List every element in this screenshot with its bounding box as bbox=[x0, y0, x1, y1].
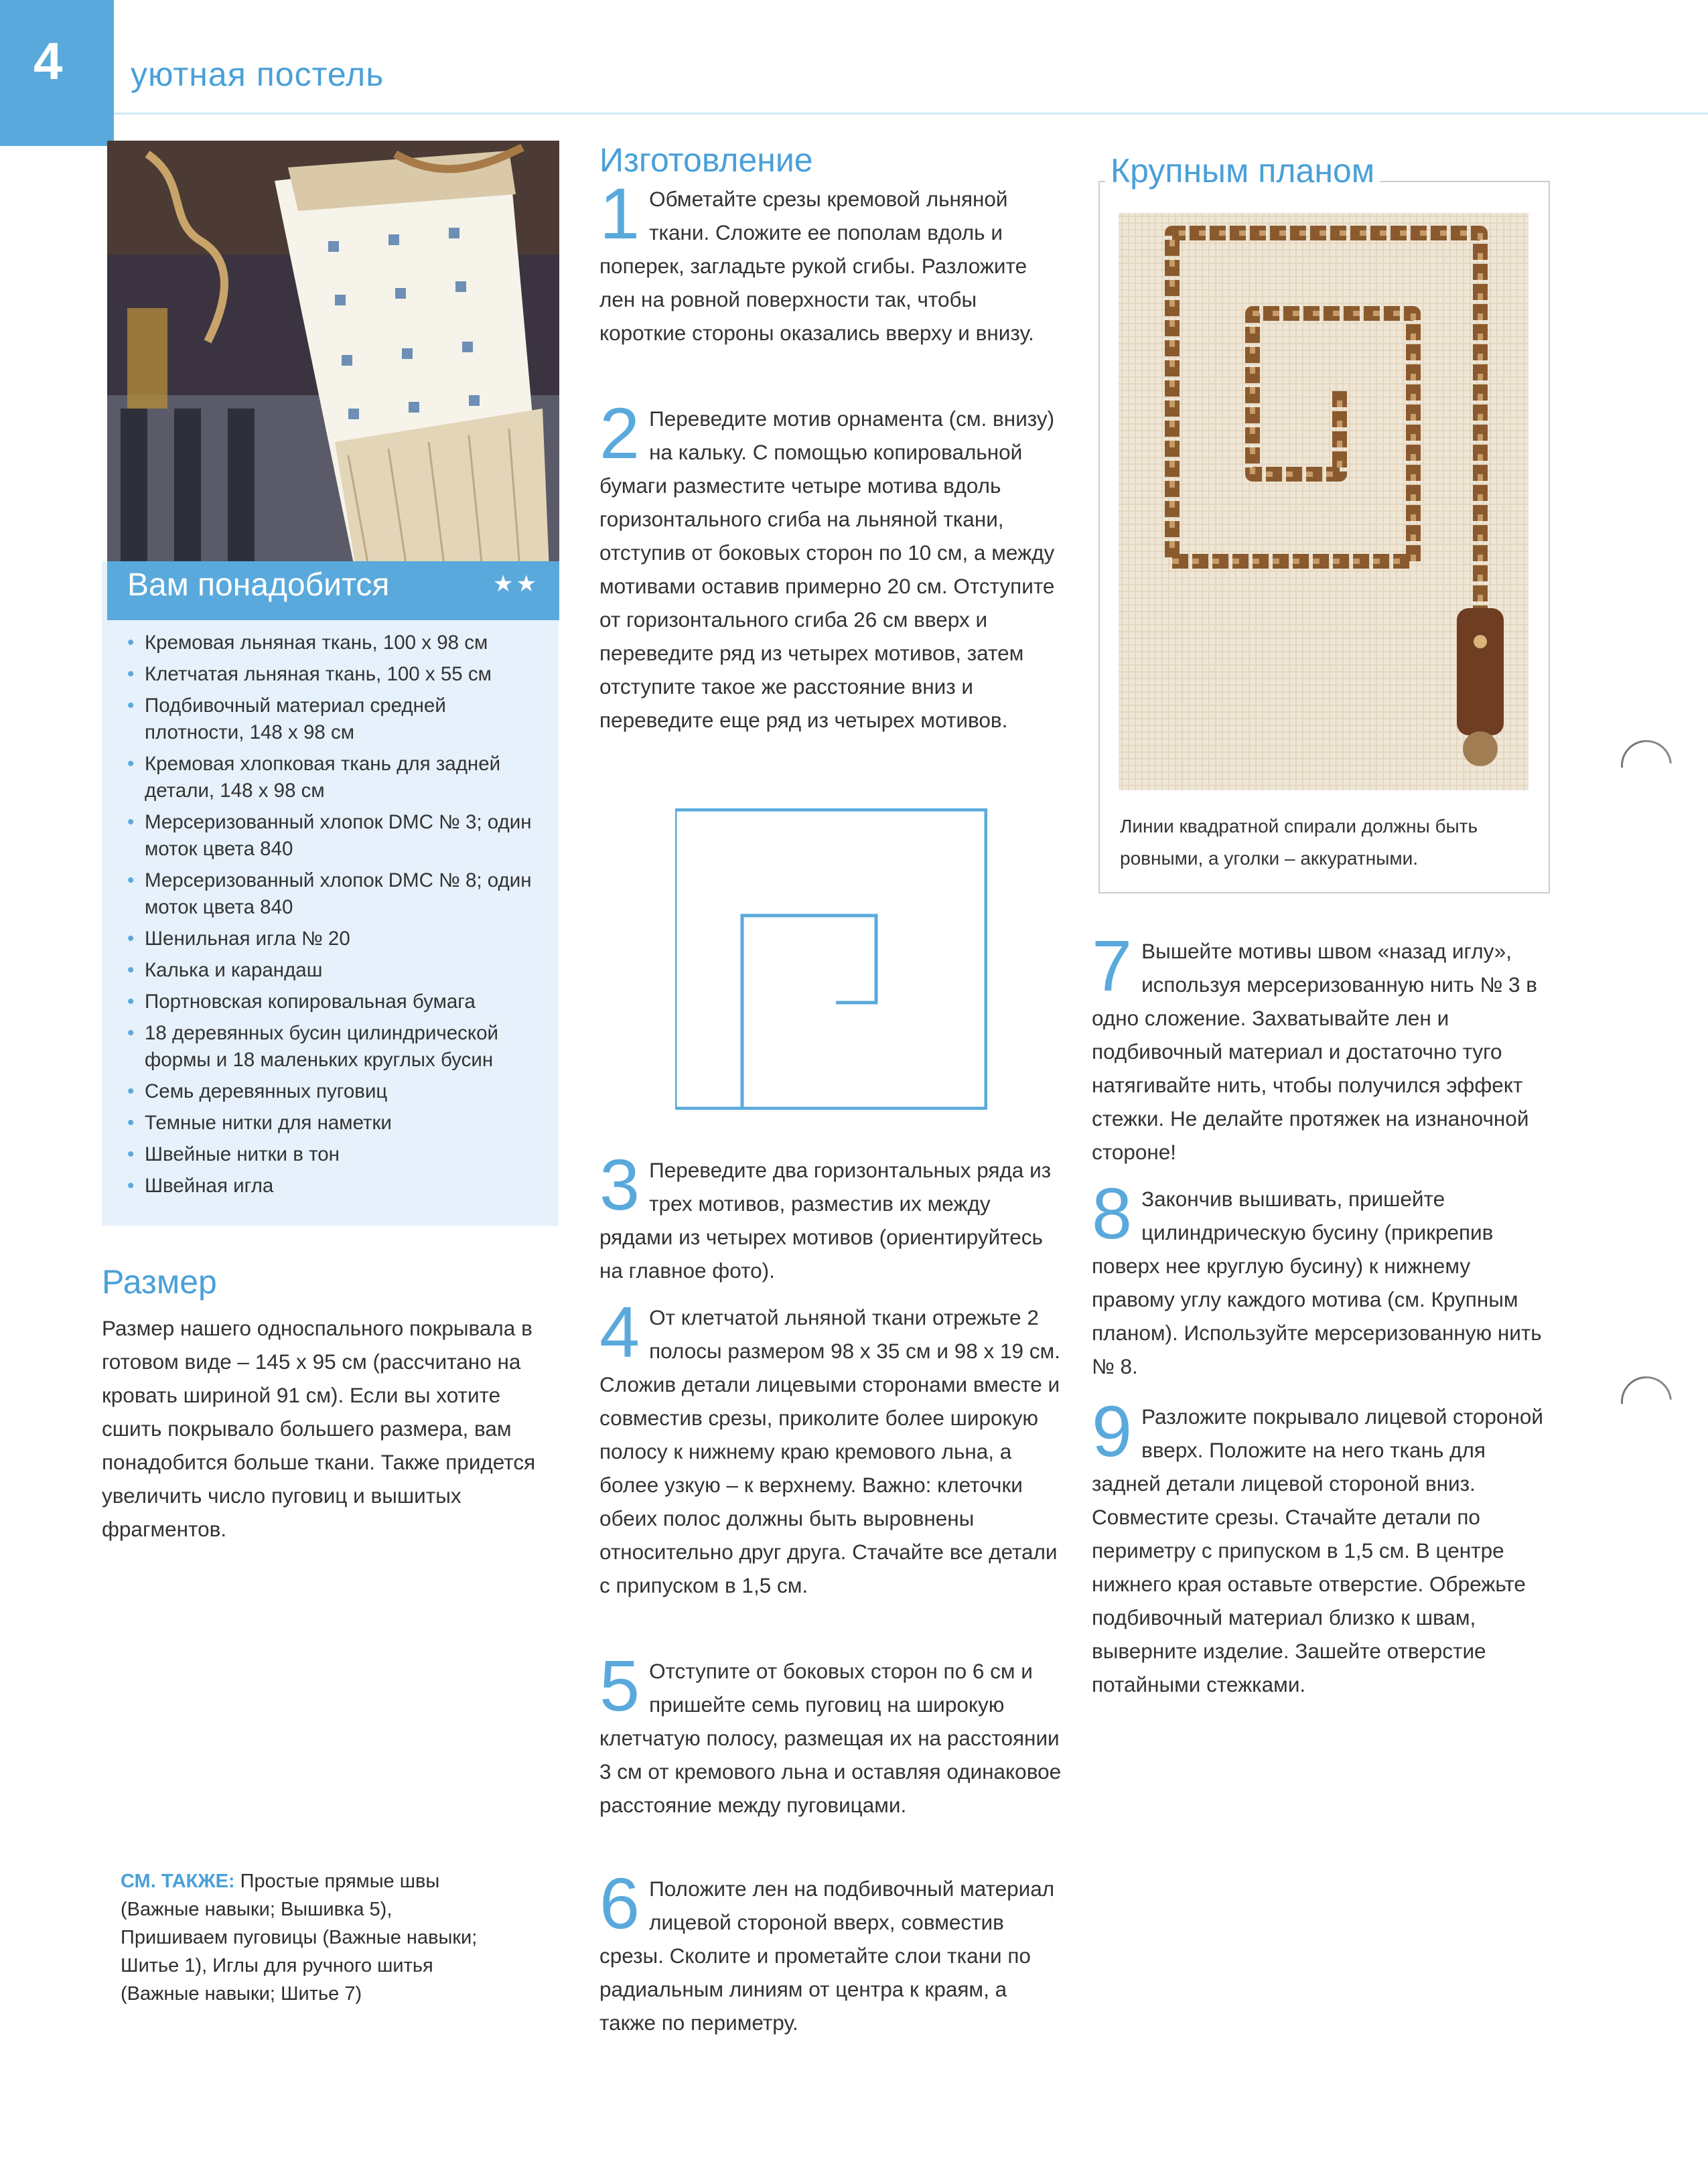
list-item: • Кремовая льняная ткань, 100 х 98 см bbox=[127, 630, 549, 656]
list-item: • Мерсеризованный хлопок DMC № 3; один моток цвета 840 bbox=[127, 809, 549, 863]
see-also-text: Простые прямые швы (Важные навыки; Вышивка 5), Пришиваем пуговицы (Важные навыки; Шитье 1), Иглы для ручного шитья (Важные навыки; Шитье 7) bbox=[121, 1871, 478, 2005]
step-number: 4 bbox=[599, 1291, 640, 1372]
step-number: 8 bbox=[1092, 1173, 1133, 1254]
step-8 bbox=[1092, 1173, 1554, 1383]
step-number: 9 bbox=[1092, 1390, 1133, 1471]
size-text: Размер нашего односпального покрывала в готовом виде – 145 х 95 см (рассчитано на кровать шириной 91 см). Если вы хотите сшить покрывало большего размера, вам понадобится больше ткани. Также придется увеличить число пуговиц и вышитых фрагментов. bbox=[102, 1316, 536, 1541]
step-7 bbox=[1092, 925, 1554, 1169]
step-text: Отступите от боковых сторон по 6 см и пришейте семь пуговиц на широкую клетчатую полосу, размещая их на расстоянии 3 см от кремового льна и оставляя одинаковое расстояние между пуговицами. bbox=[599, 1659, 1062, 1817]
step-9 bbox=[1092, 1390, 1554, 1701]
closeup-photo bbox=[1119, 213, 1528, 790]
list-item: • Шенильная игла № 20 bbox=[127, 926, 549, 952]
making-heading: Изготовление bbox=[599, 141, 813, 179]
list-item: • Мерсеризованный хлопок DMC № 8; один моток цвета 840 bbox=[127, 867, 549, 921]
list-item: • Портновская копировальная бумага bbox=[127, 989, 549, 1015]
step-number: 2 bbox=[599, 392, 640, 474]
step-4 bbox=[599, 1291, 1062, 1602]
list-item: • Клетчатая льняная ткань, 100 х 55 см bbox=[127, 661, 549, 688]
step-number: 3 bbox=[599, 1144, 640, 1225]
step-3 bbox=[599, 1144, 1062, 1287]
step-text: Закончив вышивать, пришейте цилиндрическую бусину (прикрепив поверх нее круглую бусину) к нижнему правому углу каждого мотива (см. Крупным планом). Используйте мерсеризованную нить № 8. bbox=[1092, 1187, 1542, 1378]
step-5 bbox=[599, 1645, 1062, 1822]
materials-list bbox=[127, 630, 549, 1204]
step-text: Переведите два горизонтальных ряда из трех мотивов, разместив их между рядами из четырех мотивов (ориентируйтесь на главное фото). bbox=[599, 1158, 1052, 1283]
difficulty-stars: ★★ bbox=[493, 571, 539, 597]
binder-hole bbox=[1610, 1366, 1682, 1437]
size-heading: Размер bbox=[102, 1263, 217, 1301]
list-item: • 18 деревянных бусин цилиндрической формы и 18 маленьких круглых бусин bbox=[127, 1020, 549, 1074]
step-text: Разложите покрывало лицевой стороной вверх. Положите на него ткань для задней детали лицевой стороной вниз. Совместите срезы. Стачайте детали по периметру с припуском в 1,5 см. В центре нижнего края оставьте отверстие. Обрежьте подбивочный материал близко к швам, выверните изделие. Зашейте отверстие потайными стежками. bbox=[1092, 1404, 1543, 1696]
list-item: • Калька и карандаш bbox=[127, 957, 549, 984]
section-title: уютная постель bbox=[131, 56, 384, 93]
page-number: 4 bbox=[33, 31, 63, 90]
step-number: 7 bbox=[1092, 925, 1133, 1006]
list-item: • Швейные нитки в тон bbox=[127, 1141, 549, 1168]
step-number: 1 bbox=[599, 173, 640, 254]
closeup-heading: Крупным планом bbox=[1105, 151, 1380, 190]
step-number: 5 bbox=[599, 1645, 640, 1726]
step-text: Положите лен на подбивочный материал лицевой стороной вверх, совместив срезы. Сколите и прометайте слои ткани по радиальным линиям от центра к краям, а также по периметру. bbox=[599, 1877, 1055, 2035]
binder-hole bbox=[1610, 729, 1682, 801]
main-photo bbox=[107, 141, 559, 603]
step-text: Обметайте срезы кремовой льняной ткани. Сложите ее пополам вдоль и поперек, загладьте рукой сгибы. Разложите лен на ровной поверхности так, чтобы короткие стороны оказались вверху и внизу. bbox=[599, 187, 1034, 345]
closeup-caption: Линии квадратной спирали должны быть ровными, а уголки – аккуратными. bbox=[1120, 816, 1478, 869]
list-item: • Темные нитки для наметки bbox=[127, 1110, 549, 1137]
materials-title: Вам понадобится bbox=[127, 567, 390, 603]
list-item: • Семь деревянных пуговиц bbox=[127, 1078, 549, 1105]
step-text: Переведите мотив орнамента (см. внизу) на кальку. С помощью копировальной бумаги разместите четыре мотива вдоль горизонтального сгиба на льняной ткани, отступив от боковых сторон по 10 см, а между мотивами оставив примерно 20 см. Отступите от горизонтального сгиба 26 см вверх и переведите ряд из четырех мотивов, затем отступите такое же расстояние вниз и переведите еще ряд из четырех мотивов. bbox=[599, 407, 1055, 732]
list-item: • Швейная игла bbox=[127, 1173, 549, 1200]
step-6 bbox=[599, 1863, 1062, 2039]
see-also bbox=[121, 1867, 496, 2008]
ornament-motif-diagram bbox=[675, 808, 987, 1110]
step-text: Вышейте мотивы швом «назад иглу», используя мерсеризованную нить № 3 в одно сложение. Захватывайте лен и подбивочный материал и достаточно туго натягивайте нить, чтобы получился эффект стежки. Не делайте протяжек на изнаночной стороне! bbox=[1092, 939, 1538, 1164]
see-also-label: СМ. ТАКЖЕ: bbox=[121, 1871, 235, 1892]
step-2 bbox=[599, 392, 1062, 737]
list-item: • Кремовая хлопковая ткань для задней детали, 148 х 98 см bbox=[127, 751, 549, 804]
list-item: • Подбивочный материал средней плотности, 148 х 98 см bbox=[127, 693, 549, 746]
step-number: 6 bbox=[599, 1863, 640, 1944]
header-divider bbox=[114, 113, 1708, 115]
step-1 bbox=[599, 173, 1062, 350]
step-text: От клетчатой льняной ткани отрежьте 2 полосы размером 98 х 35 см и 98 х 19 см. Сложив детали лицевыми сторонами вместе и совместив срезы, приколите более широкую полосу к нижнему краю кремового льна, а более узкую – к верхнему. Важно: клеточки обеих полос должны быть выровнены относительно друг друга. Стачайте все детали с припуском в 1,5 см. bbox=[599, 1305, 1060, 1597]
